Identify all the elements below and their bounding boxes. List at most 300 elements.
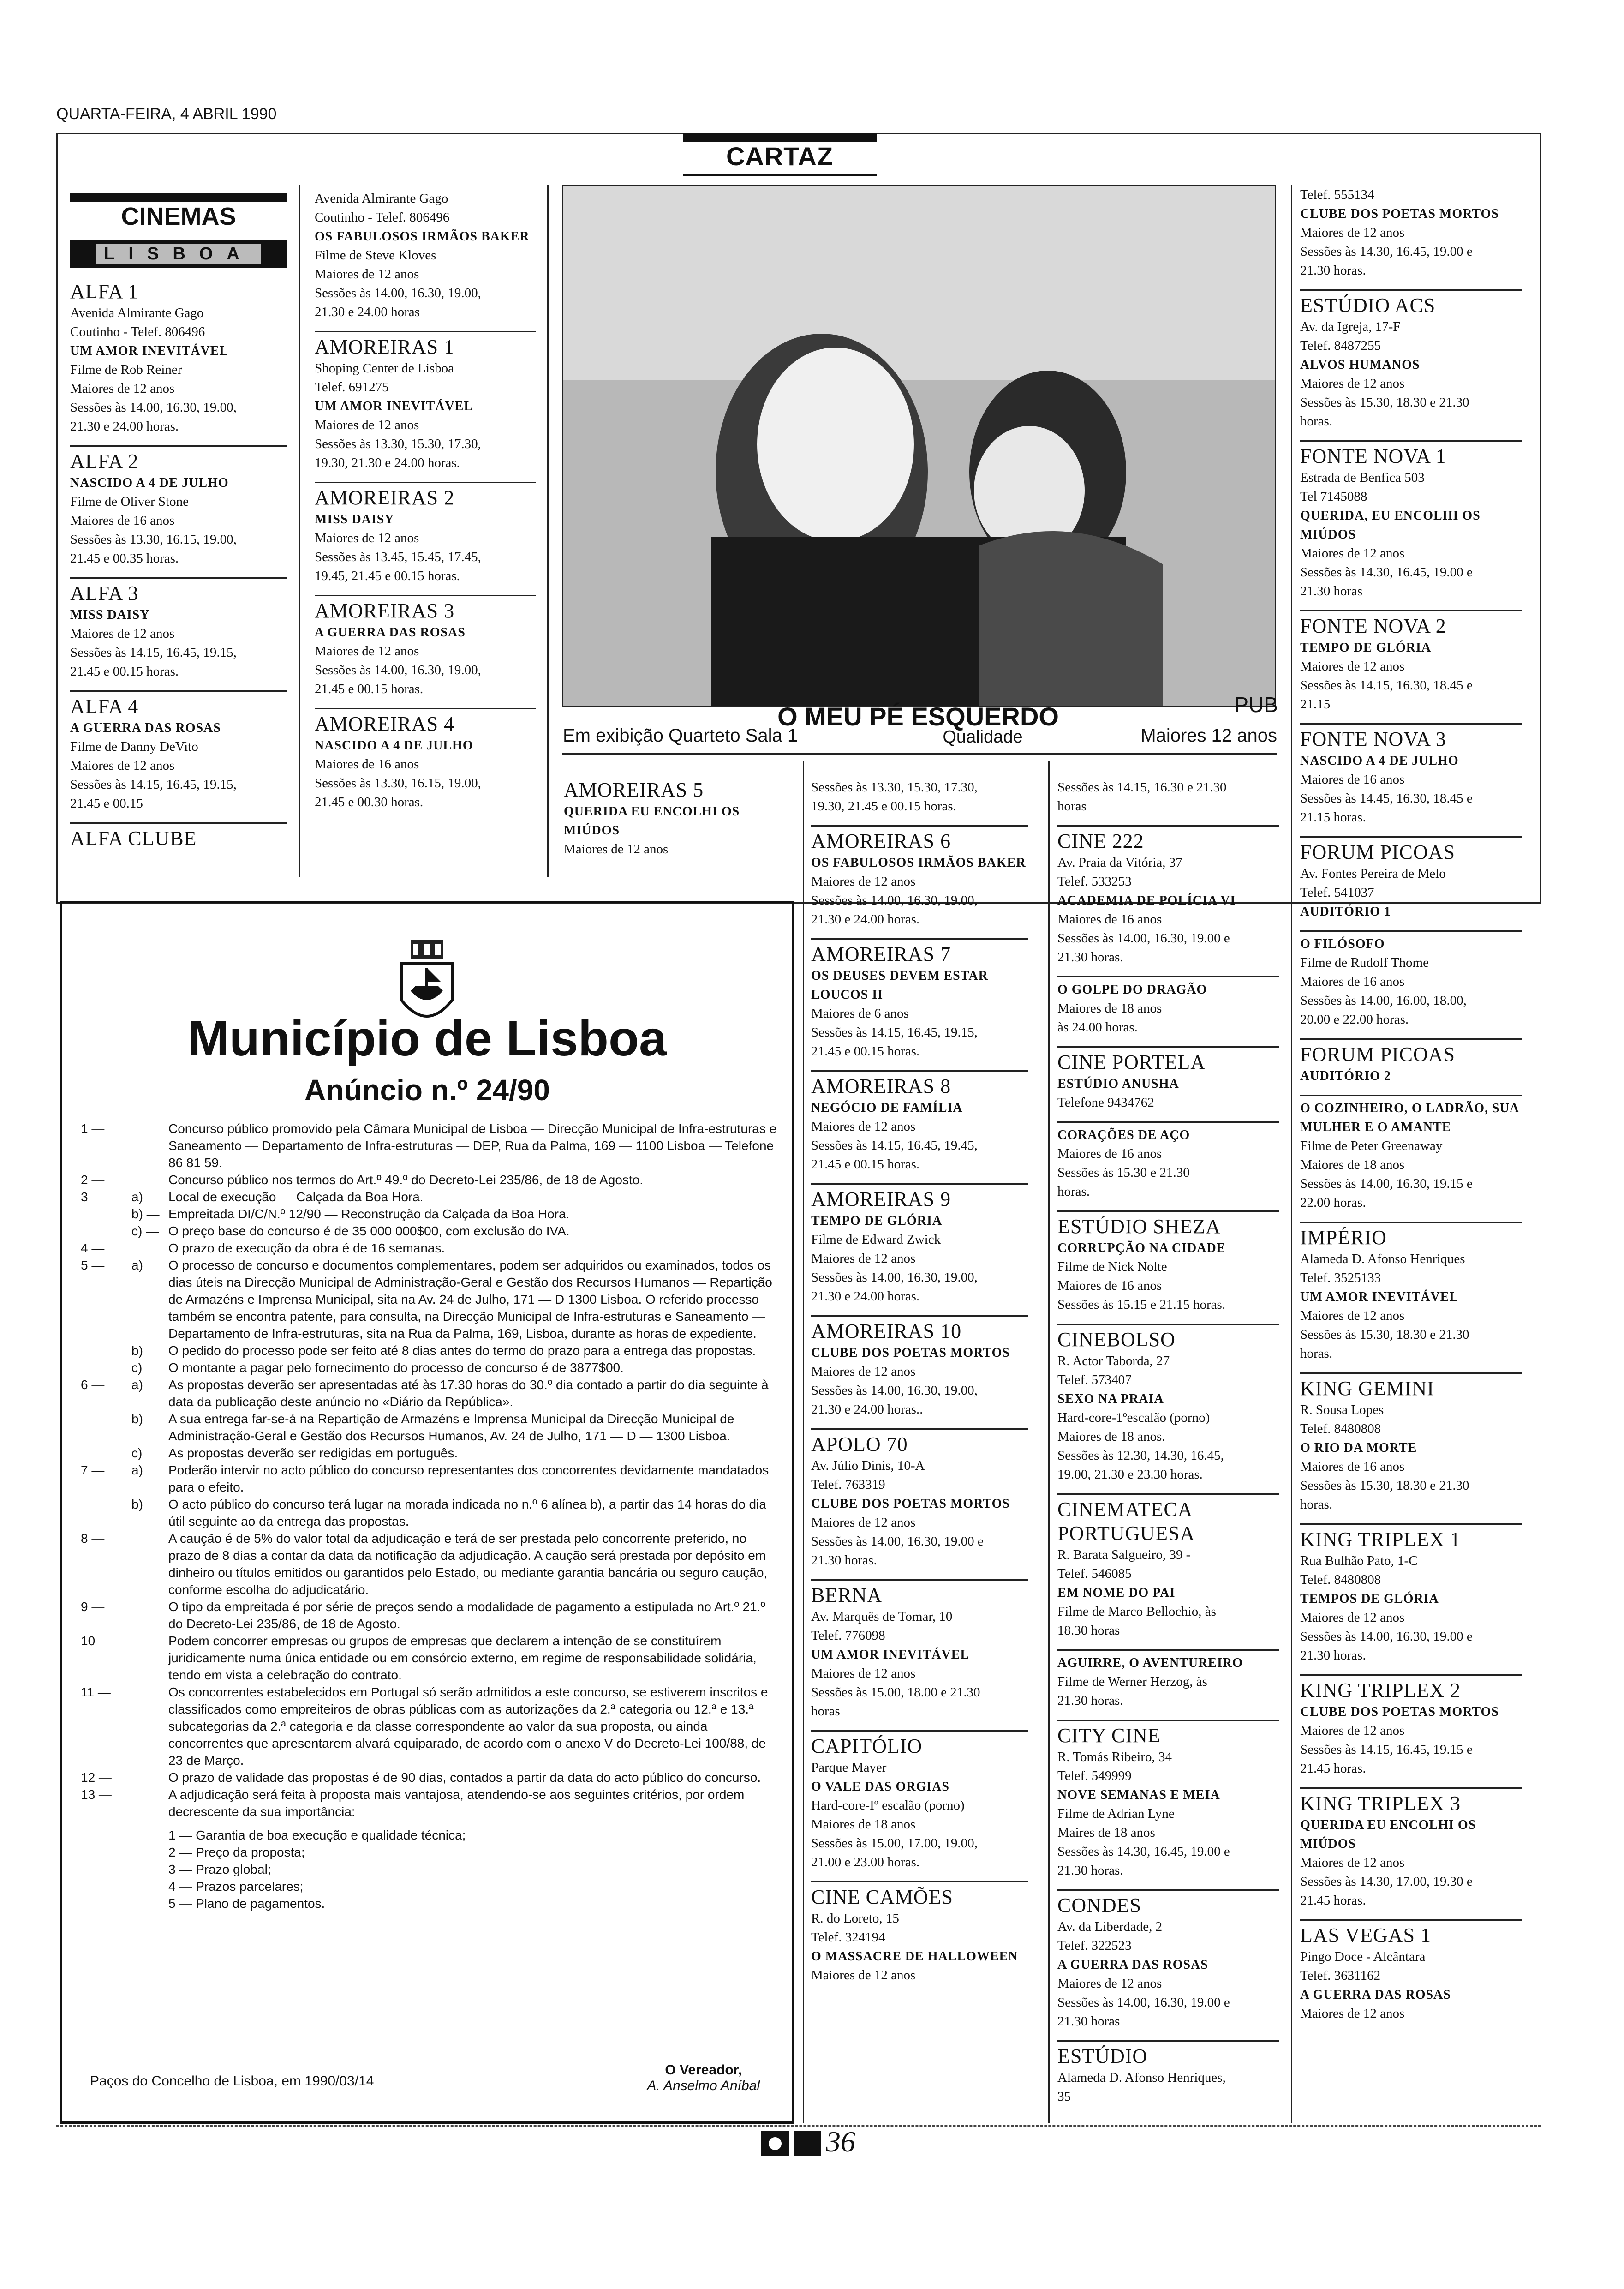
- session-info: Hard-core-1ºescalão (porno): [1057, 1410, 1210, 1425]
- session-info: Sessões às 14.00, 16.30, 19.00 e: [1057, 1995, 1230, 2010]
- cinema-address: Pingo Doce - Alcântara: [1300, 1949, 1426, 1964]
- session-info: às 24.00 horas.: [1057, 1020, 1138, 1035]
- session-info: 19.30, 21.30 e 24.00 horas.: [315, 455, 460, 470]
- film-title: O RIO DA MORTE: [1300, 1441, 1417, 1455]
- session-info: Sessões às 13.45, 15.45, 17.45,: [315, 550, 481, 564]
- cinema-listing: [811, 1881, 1028, 1985]
- session-info: horas.: [1300, 414, 1333, 429]
- bottom-dashed-rule: [56, 2125, 1541, 2127]
- session-info: 21.30 e 24.00 horas.: [811, 1289, 920, 1304]
- session-info: Filme de Rudolf Thome: [1300, 955, 1429, 970]
- session-info: Sessões às 14.15, 16.45, 19.15,: [70, 645, 237, 660]
- session-info: Maiores de 12 anos: [70, 758, 175, 773]
- notice-item: [81, 1359, 782, 1376]
- session-info: Maiores de 12 anos: [70, 381, 175, 396]
- notice-footer: Paços do Concelho de Lisboa, em 1990/03/14: [90, 2073, 374, 2089]
- cinema-listing: [70, 445, 287, 568]
- item-subletter: [131, 1530, 168, 1598]
- photo-illustration: [563, 186, 1276, 707]
- session-info: 21.30 horas.: [1300, 1648, 1366, 1663]
- notice-item: [81, 1188, 782, 1205]
- item-subletter: [131, 1240, 168, 1257]
- item-number: [81, 1410, 131, 1444]
- session-info: Sessões às 14.00, 16.30, 19.00 e: [1057, 931, 1230, 946]
- film-title: NEGÓCIO DE FAMÍLIA: [811, 1101, 963, 1115]
- notice-item: [81, 1444, 782, 1462]
- notice-item: [81, 1496, 782, 1530]
- item-number: 3 —: [81, 1190, 105, 1204]
- cinema-listing: [315, 708, 536, 812]
- notice-item: [81, 1257, 782, 1342]
- session-info: 21.45 e 00.15 horas.: [811, 1157, 920, 1172]
- film-photo: [562, 185, 1276, 707]
- age-rating: Maiores 12 anos: [1140, 725, 1277, 746]
- session-info: Maiores de 16 anos: [1300, 772, 1405, 787]
- cinema-address: Parque Mayer: [811, 1760, 887, 1775]
- criterion: 1 — Garantia de boa execução e qualidade técnica;: [168, 1828, 466, 1842]
- pub-label: PUB: [1234, 693, 1278, 717]
- item-text: O acto público do concurso terá lugar na morada indicada no n.º 6 alínea b), a partir das 14 horas do dia útil seguinte ao da entrega das propostas.: [168, 1497, 766, 1528]
- cinema-listing: [70, 690, 287, 813]
- cinema-listing: [315, 595, 536, 699]
- cinema-listing: [1300, 1523, 1522, 1665]
- cinema-name: APOLO 70: [811, 1433, 908, 1456]
- listing-column-4: [811, 775, 1028, 1994]
- cinema-address: Avenida Almirante Gago: [70, 306, 204, 320]
- session-info: Sessões às 14.00, 16.30, 19.00,: [811, 893, 978, 908]
- item-text: A caução é de 5% do valor total da adjudicação e terá de ser prestada pelo concorrente preferido, no prazo de 8 dias a contar da data da notificação da adjudicação. A caução será prestada por depósito em dinheiro ou títulos emitidos ou garantidos pelo Estado, ou mediante garantia bancária ou seguro caução, conforme escolha do adjudicatário.: [168, 1531, 768, 1597]
- cinema-address: Telef. 3631162: [1300, 1968, 1381, 1983]
- cinema-listing: [1057, 1210, 1279, 1314]
- film-title: O GOLPE DO DRAGÃO: [1057, 983, 1207, 997]
- item-subletter: a) —: [131, 1190, 160, 1204]
- session-info: Maiores de 12 anos: [811, 1251, 916, 1266]
- notice-item: [81, 1684, 782, 1769]
- session-info: Sessões às 14.00, 16.30, 19.00,: [315, 286, 481, 300]
- cinema-name: KING TRIPLEX 2: [1300, 1679, 1461, 1702]
- cinema-listing: [315, 331, 536, 473]
- session-info: horas.: [1300, 1497, 1333, 1512]
- session-info: Filme de Nick Nolte: [1057, 1259, 1167, 1274]
- item-text: O prazo de execução da obra é de 16 semanas.: [168, 1241, 445, 1255]
- session-info: 21.45 horas.: [1300, 1761, 1366, 1776]
- item-subletter: [131, 1120, 168, 1171]
- item-number: 11 —: [81, 1685, 111, 1699]
- item-subletter: a): [131, 1258, 143, 1272]
- cinema-name: FORUM PICOAS: [1300, 1043, 1455, 1066]
- notice-item: [81, 1632, 782, 1684]
- cinema-listing: [70, 577, 287, 681]
- item-subletter: c): [131, 1360, 143, 1375]
- session-info: Hard-core-Iº escalão (porno): [811, 1798, 965, 1813]
- session-info: Maiores de 12 anos: [70, 626, 175, 641]
- session-info: Sessões às 15.30, 18.30 e 21.30: [1300, 1478, 1469, 1493]
- section-title: CARTAZ: [726, 142, 834, 171]
- cinema-name: FORUM PICOAS: [1300, 841, 1455, 863]
- cinema-name: ESTÚDIO ACS: [1300, 294, 1436, 317]
- cinema-address: Rua Bulhão Pato, 1-C: [1300, 1553, 1418, 1568]
- item-number: 1 —: [81, 1121, 105, 1136]
- session-info: Sessões às 15.15 e 21.15 horas.: [1057, 1297, 1226, 1312]
- cinema-address: R. Barata Salgueiro, 39 -: [1057, 1547, 1191, 1562]
- film-title: CORRUPÇÃO NA CIDADE: [1057, 1241, 1226, 1255]
- cinema-listing: [1300, 610, 1522, 714]
- session-info: 19.00, 21.30 e 23.30 horas.: [1057, 1467, 1203, 1482]
- film-title: QUERIDA, EU ENCOLHI OS MIÚDOS: [1300, 509, 1481, 542]
- item-number: 9 —: [81, 1600, 105, 1614]
- session-info: Sessões às 14.00, 16.30, 19.15 e: [1300, 1176, 1473, 1191]
- item-subletter: [131, 1684, 168, 1769]
- header-date: QUARTA-FEIRA, 4 ABRIL 1990: [56, 105, 277, 123]
- item-text: O tipo da empreitada é por série de preços sendo a modalidade de pagamento a estipulada no Art.º 21.º do Decreto-Lei 235/86, de 18 de Agosto.: [168, 1600, 765, 1631]
- cinema-name: ESTÚDIO: [1057, 2045, 1148, 2067]
- cinema-address: Av. Fontes Pereira de Melo: [1300, 866, 1446, 881]
- cinema-name: CINEMATECA PORTUGUESA: [1057, 1498, 1195, 1545]
- cinema-name: CINE 222: [1057, 830, 1144, 852]
- session-info: horas.: [1057, 1184, 1090, 1199]
- session-info: Maiores de 18 anos: [1300, 1157, 1405, 1172]
- film-title: NASCIDO A 4 DE JULHO: [1300, 754, 1459, 768]
- cinema-name: IMPÉRIO: [1300, 1226, 1387, 1249]
- column-rule: [803, 761, 804, 2123]
- item-subletter: [131, 1632, 168, 1684]
- cinema-address: Telef. 546085: [1057, 1566, 1132, 1581]
- session-info: Maires de 18 anos: [1057, 1825, 1155, 1840]
- quality-label: Qualidade: [943, 727, 1023, 747]
- session-info: Maiores de 12 anos: [1300, 1723, 1405, 1738]
- session-info: Maiores de 12 anos: [811, 1666, 916, 1681]
- session-info: Maiores de 12 anos: [315, 531, 419, 545]
- criterion: 5 — Plano de pagamentos.: [168, 1896, 325, 1911]
- session-info: Sessões às 14.15, 16.30, 18.45 e: [1300, 678, 1473, 693]
- item-number: 8 —: [81, 1531, 105, 1546]
- column-rule: [299, 185, 300, 877]
- session-info: Maiores de 6 anos: [811, 1006, 909, 1021]
- cinema-listing: [315, 482, 536, 586]
- session-info: Filme de Danny DeVito: [70, 739, 198, 754]
- cinema-listing: [1300, 1674, 1522, 1778]
- session-info: Maiores de 18 anos: [811, 1817, 916, 1832]
- column-rule: [547, 185, 549, 877]
- cinema-address: Av. Júlio Dinis, 10-A: [811, 1458, 925, 1473]
- item-number: 4 —: [81, 1241, 105, 1255]
- cinema-address: Telef. 573407: [1057, 1372, 1132, 1387]
- cinema-address: Telef. 8480808: [1300, 1572, 1381, 1587]
- notice-item: [81, 1462, 782, 1496]
- item-number: [81, 1496, 131, 1530]
- cinema-address: Av. Praia da Vitória, 37: [1057, 855, 1182, 870]
- session-info: Filme de Oliver Stone: [70, 494, 189, 509]
- item-subletter: [131, 1598, 168, 1632]
- film-title: TEMPO DE GLÓRIA: [1300, 641, 1432, 655]
- criterion: 3 — Prazo global;: [168, 1862, 271, 1876]
- session-info: Sessões às 14.30, 17.00, 19.30 e: [1300, 1874, 1473, 1889]
- cinema-listing: [1300, 1038, 1522, 1085]
- session-info: Sessões às 15.30, 18.30 e 21.30: [1300, 395, 1469, 410]
- session-info: Sessões às 14.15, 16.45, 19.15,: [811, 1025, 978, 1040]
- film-title: MISS DAISY: [70, 608, 150, 622]
- notice-item: [81, 1171, 782, 1188]
- item-number: 6 —: [81, 1378, 105, 1392]
- notice-item: [81, 1598, 782, 1632]
- session-info: Maiores de 16 anos: [1057, 1146, 1162, 1161]
- cinema-address: R. Tomás Ribeiro, 34: [1057, 1750, 1172, 1764]
- cinema-name: CINE PORTELA: [1057, 1051, 1206, 1073]
- session-info: Filme de Steve Kloves: [315, 248, 436, 263]
- film-title: EM NOME DO PAI: [1057, 1586, 1176, 1600]
- film-title: CLUBE DOS POETAS MORTOS: [811, 1346, 1010, 1360]
- session-info: Sessões às 13.30, 16.15, 19.00,: [70, 532, 237, 547]
- session-info: Filme de Werner Herzog, às: [1057, 1674, 1207, 1689]
- cinema-address: Alameda D. Afonso Henriques: [1300, 1252, 1465, 1266]
- notice-subtitle: Anúncio n.º 24/90: [304, 1073, 550, 1107]
- cinema-address: Telef. 555134: [1300, 187, 1374, 202]
- item-subletter: [131, 1786, 168, 1820]
- cinema-name: AMOREIRAS 1: [315, 336, 455, 358]
- item-subletter: c) —: [131, 1224, 159, 1238]
- cinema-listing: [811, 938, 1028, 1061]
- cinema-listing: [1057, 1889, 1279, 2031]
- session-info: Sessões às 14.00, 16.30, 19.00,: [811, 1270, 978, 1285]
- cinema-address: Av. da Igreja, 17-F: [1300, 319, 1401, 334]
- cinema-address: Telef. 763319: [811, 1477, 885, 1492]
- cinema-address: Av. Marquês de Tomar, 10: [811, 1609, 953, 1624]
- session-info: 21.30 e 24.00 horas..: [811, 1402, 923, 1417]
- item-subletter: a): [131, 1463, 143, 1477]
- film-title: TEMPOS DE GLÓRIA: [1300, 1592, 1439, 1606]
- session-info: Filme de Peter Greenaway: [1300, 1139, 1443, 1153]
- item-number: 13 —: [81, 1787, 112, 1802]
- film-title: A GUERRA DAS ROSAS: [1300, 1988, 1451, 2002]
- cinema-address: R. Sousa Lopes: [1300, 1402, 1384, 1417]
- session-info: Filme de Rob Reiner: [70, 362, 182, 377]
- cinema-listing: [1300, 1787, 1522, 1910]
- film-title: UM AMOR INEVITÁVEL: [811, 1648, 970, 1662]
- session-info: 21.30 horas: [1057, 2014, 1120, 2029]
- item-number: 2 —: [81, 1173, 105, 1187]
- notice-title: Município de Lisboa: [187, 1010, 667, 1066]
- item-subletter: a): [131, 1378, 143, 1392]
- cinema-listing: [1300, 183, 1522, 280]
- cinema-listing: [1300, 1095, 1522, 1212]
- session-info: 21.30 horas.: [1057, 1863, 1123, 1878]
- film-title: NASCIDO A 4 DE JULHO: [315, 738, 473, 753]
- showing-venue: Em exibição Quarteto Sala 1: [563, 725, 798, 746]
- cinema-listing: [1057, 1720, 1279, 1880]
- session-info: Sessões às 15.00, 17.00, 19.00,: [811, 1836, 978, 1851]
- session-info: Maiores de 16 anos: [1300, 1459, 1405, 1474]
- session-info: Maiores de 18 anos: [1057, 1001, 1162, 1016]
- session-info: Maiores de 12 anos: [1057, 1976, 1162, 1991]
- session-info: Maiores de 12 anos: [811, 1968, 916, 1983]
- cinema-name: AMOREIRAS 7: [811, 943, 951, 965]
- item-number: 10 —: [81, 1634, 112, 1648]
- notice-item: [81, 1410, 782, 1444]
- session-info: 21.30 e 24.00 horas.: [811, 912, 920, 927]
- session-info: Sessões às 13.30, 15.30, 17.30,: [811, 780, 978, 795]
- session-info: 21.00 e 23.00 horas.: [811, 1855, 920, 1870]
- cinema-name: ALFA 3: [70, 582, 139, 605]
- film-title: CLUBE DOS POETAS MORTOS: [811, 1497, 1010, 1511]
- notice-body: [81, 1120, 782, 1912]
- session-info: Filme de Edward Zwick: [811, 1232, 941, 1247]
- cinema-listing: [811, 1730, 1028, 1872]
- session-info: Maiores de 12 anos: [1300, 225, 1405, 240]
- cinema-address: Coutinho - Telef. 806496: [315, 210, 450, 225]
- notice-item: [81, 1205, 782, 1222]
- cinema-name: CONDES: [1057, 1894, 1142, 1917]
- item-text: Poderão intervir no acto público do concurso representantes dos concorrentes devidamente mandatados para o efeito.: [168, 1463, 769, 1494]
- session-info: Sessões às 14.00, 16.30, 19.00 e: [1300, 1629, 1473, 1644]
- item-text: O preço base do concurso é de 35 000 000$00, com exclusão do IVA.: [168, 1224, 570, 1238]
- cinema-name: CINE CAMÕES: [811, 1886, 954, 1908]
- cinema-address: Telef. 541037: [1300, 885, 1374, 900]
- film-title: CORAÇÕES DE AÇO: [1057, 1128, 1190, 1142]
- cinema-name: AMOREIRAS 5: [564, 779, 704, 801]
- cinema-address: Av. da Liberdade, 2: [1057, 1919, 1163, 1934]
- item-number: [81, 1342, 131, 1359]
- session-info: Maiores de 12 anos: [315, 418, 419, 432]
- film-title: CLUBE DOS POETAS MORTOS: [1300, 207, 1499, 221]
- cinema-name: AMOREIRAS 4: [315, 713, 455, 735]
- session-info: Sessões às 14.30, 16.45, 19.00 e: [1300, 565, 1473, 580]
- cinema-name: KING TRIPLEX 3: [1300, 1792, 1461, 1815]
- film-title: SEXO NA PRAIA: [1057, 1392, 1164, 1406]
- session-info: Filme de Marco Bellochio, às: [1057, 1604, 1216, 1619]
- cinema-name: ESTÚDIO SHEZA: [1057, 1215, 1221, 1238]
- cinema-address: Telef. 549999: [1057, 1768, 1132, 1783]
- notice-item: [81, 1786, 782, 1820]
- session-info: 21.45 e 00.15: [70, 796, 143, 811]
- session-info: 21.30 e 24.00 horas: [315, 305, 420, 319]
- item-number: 12 —: [81, 1770, 112, 1785]
- session-info: Maiores de 12 anos: [1300, 376, 1405, 391]
- cinema-address: Telef. 322523: [1057, 1938, 1132, 1953]
- cinema-address: Telef. 8480808: [1300, 1421, 1381, 1436]
- cinema-name: AMOREIRAS 6: [811, 830, 951, 852]
- session-info: Maiores de 18 anos.: [1057, 1429, 1165, 1444]
- cinema-listing: [1300, 289, 1522, 431]
- cinema-name: KING TRIPLEX 1: [1300, 1528, 1461, 1551]
- cinema-address: R. do Loreto, 15: [811, 1911, 899, 1926]
- cinema-address: Telef. 3525133: [1300, 1270, 1381, 1285]
- film-title: NASCIDO A 4 DE JULHO: [70, 476, 229, 490]
- cinema-address: R. Actor Taborda, 27: [1057, 1354, 1170, 1368]
- session-info: 18.30 horas: [1057, 1623, 1120, 1638]
- session-info: Sessões às 15.30, 18.30 e 21.30: [1300, 1327, 1469, 1342]
- cinema-address: Estrada de Benfica 503: [1300, 470, 1425, 485]
- session-info: Sessões às 15.30 e 21.30: [1057, 1165, 1190, 1180]
- session-info: Sessões às 14.00, 16.00, 18.00,: [1300, 993, 1467, 1008]
- notice-item: [81, 1530, 782, 1598]
- city-banner: [70, 240, 287, 268]
- cinema-listing: [1300, 930, 1522, 1029]
- session-info: 21.45 e 00.15 horas.: [315, 682, 424, 696]
- listing-column-1: [70, 277, 287, 860]
- film-title: A GUERRA DAS ROSAS: [70, 721, 221, 735]
- film-title: O MASSACRE DE HALLOWEEN: [811, 1949, 1018, 1964]
- cinema-address: Telef. 324194: [811, 1930, 885, 1945]
- cinema-listing: [811, 1315, 1028, 1419]
- session-info: Maiores de 16 anos: [1057, 1278, 1162, 1293]
- session-info: Maiores de 12 anos: [811, 1364, 916, 1379]
- cinema-name: CAPITÓLIO: [811, 1735, 923, 1757]
- session-info: Sessões às 14.00, 16.30, 19.00,: [811, 1383, 978, 1398]
- session-info: Maiores de 16 anos: [70, 513, 175, 528]
- cinema-address: 35: [1057, 2089, 1071, 2104]
- page-number: 36: [826, 2125, 855, 2158]
- item-text: O pedido do processo pode ser feito até 8 dias antes do termo do prazo para a entrega das propostas.: [168, 1343, 756, 1358]
- criterion: 2 — Preço da proposta;: [168, 1845, 305, 1859]
- session-info: Maiores de 12 anos: [811, 874, 916, 889]
- city-label: LISBOA: [96, 244, 261, 264]
- item-number: [81, 1444, 131, 1462]
- item-text: Concurso público nos termos do Art.º 49.º do Decreto-Lei 235/86, de 18 de Agosto.: [168, 1173, 644, 1187]
- film-title: MISS DAISY: [315, 512, 394, 527]
- cinema-listing: [1057, 1046, 1279, 1112]
- criteria-list: [81, 1827, 782, 1912]
- session-info: Maiores de 12 anos: [811, 1515, 916, 1530]
- cinema-listing: [811, 825, 1028, 929]
- cinema-name: KING GEMINI: [1300, 1377, 1434, 1400]
- signature-title: O Vereador,: [665, 2062, 742, 2078]
- item-number: [81, 1359, 131, 1376]
- cinemas-heading: CINEMAS: [121, 203, 236, 230]
- session-info: Maiores de 16 anos: [315, 757, 419, 772]
- cinema-listing: [1057, 1324, 1279, 1484]
- cinema-name: CITY CINE: [1057, 1724, 1161, 1747]
- session-info: Sessões às 14.15, 16.45, 19.15,: [70, 777, 237, 792]
- listing-column-5: [1057, 775, 1279, 2115]
- session-info: Maiores de 12 anos: [315, 267, 419, 282]
- film-title: AUDITÓRIO 1: [1300, 905, 1391, 919]
- session-info: horas: [811, 1704, 840, 1719]
- cinema-name: CINEBOLSO: [1057, 1328, 1176, 1351]
- item-subletter: c): [131, 1446, 143, 1460]
- cinema-listing: [811, 1579, 1028, 1721]
- session-info: Maiores de 12 anos: [1300, 1308, 1405, 1323]
- session-info: Maiores de 12 anos: [315, 644, 419, 659]
- cinema-address: Shoping Center de Lisboa: [315, 361, 454, 376]
- cinema-name: FONTE NOVA 1: [1300, 445, 1446, 467]
- film-title: AUDITÓRIO 2: [1300, 1069, 1391, 1083]
- item-text: Concurso público promovido pela Câmara Municipal de Lisboa — Direcção Municipal de Infra-estruturas e Saneamento — Departamento de Infra-estruturas — DEP, Rua da Palma, 169 — 1100 Lisboa — Telefone 86 81 59.: [168, 1121, 777, 1170]
- cinema-listing: [1057, 1649, 1279, 1710]
- session-info: 22.00 horas.: [1300, 1195, 1366, 1210]
- session-info: Maiores de 12 anos: [1300, 659, 1405, 674]
- listing-column-2: [315, 186, 536, 821]
- session-info: 21.30 e 24.00 horas.: [70, 419, 179, 434]
- cinema-name: FONTE NOVA 2: [1300, 615, 1446, 637]
- cinema-address: Tel 7145088: [1300, 489, 1367, 504]
- item-text: As propostas deverão ser apresentadas até às 17.30 horas do 30.º dia contado a partir do dia seguinte à data da publicação deste anúncio no «Diário da República».: [168, 1378, 769, 1409]
- session-info: Maiores de 16 anos: [1300, 974, 1405, 989]
- item-subletter: [131, 1769, 168, 1786]
- cinema-listing: [1300, 723, 1522, 827]
- film-title: A GUERRA DAS ROSAS: [315, 625, 466, 640]
- cinema-name: AMOREIRAS 2: [315, 486, 455, 509]
- session-info: Maiores de 12 anos: [1300, 2006, 1405, 2021]
- cinema-listing: [811, 1428, 1028, 1570]
- cinema-name: FONTE NOVA 3: [1300, 728, 1446, 750]
- caption-rule: [562, 753, 1277, 755]
- cinema-listing: [811, 1183, 1028, 1306]
- film-title: O FILÓSOFO: [1300, 937, 1385, 951]
- film-title: NOVE SEMANAS E MEIA: [1057, 1788, 1220, 1802]
- cinema-name: ALFA 2: [70, 450, 139, 473]
- cinemas-bar: [70, 193, 287, 202]
- session-info: 21.30 horas.: [1300, 263, 1366, 278]
